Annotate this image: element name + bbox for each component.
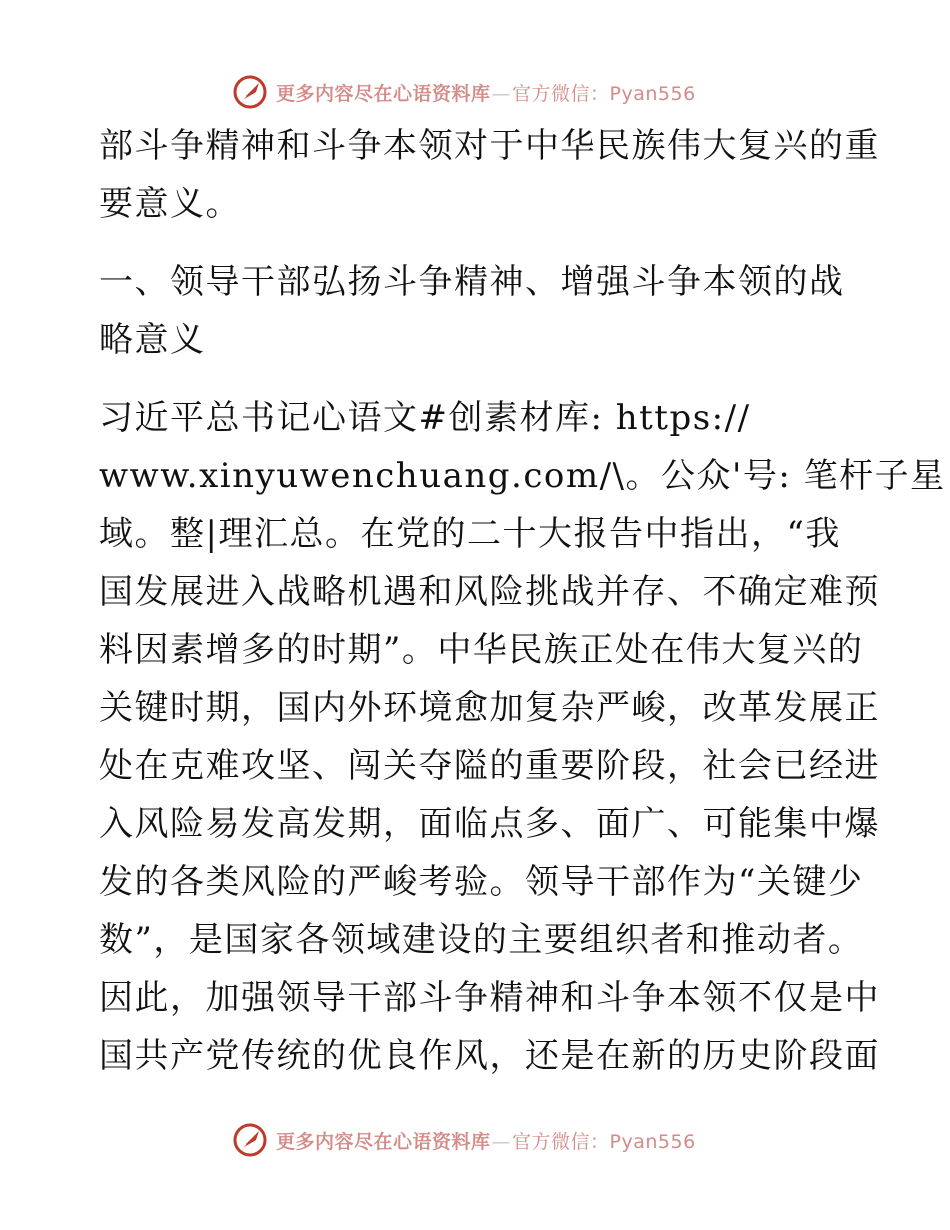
text-line: 数”，是国家各领域建设的主要组织者和推动者。 — [99, 920, 864, 960]
text-line: 国共产党传统的优良作风，还是在新的历史阶段面 — [99, 1036, 880, 1076]
text-line: 发的各类风险的严峻考验。领导干部作为“关键少 — [99, 862, 864, 902]
text-line: 要意义。 — [99, 184, 241, 224]
section-heading — [99, 253, 859, 369]
watermark-text — [276, 79, 696, 106]
text-line: 国发展进入战略机遇和风险挑战并存、不确定难预 — [99, 572, 880, 612]
watermark-wechat-label: 官方微信： — [512, 1130, 610, 1153]
quill-in-circle-icon — [232, 1122, 268, 1158]
text-line: 关键时期，国内外环境愈加复杂严峻，改革发展正 — [99, 688, 880, 728]
heading-line: 略意义 — [99, 320, 206, 360]
text-line: 因此，加强领导干部斗争精神和斗争本领不仅是中 — [99, 978, 880, 1018]
intro-paragraph — [99, 117, 880, 233]
text-line: www.xinyuwenchuang.com/\。公众'号: 笔杆子星 — [99, 456, 946, 496]
text-line: 入风险易发高发期，面临点多、面广、可能集中爆 — [99, 804, 880, 844]
heading-line: 一、领导干部弘扬斗争精神、增强斗争本领的战 — [99, 262, 845, 302]
watermark-site-text: 更多内容尽在心语资料库 — [276, 1130, 491, 1153]
header-watermark — [0, 72, 950, 112]
watermark-separator: — — [491, 1130, 512, 1153]
watermark-text — [276, 1127, 696, 1154]
text-line: 料因素增多的时期”。中华民族正处在伟大复兴的 — [99, 630, 864, 670]
watermark-wechat-id: Pyan556 — [609, 82, 696, 105]
quill-in-circle-icon — [232, 74, 268, 110]
watermark-wechat-label: 官方微信： — [512, 82, 610, 105]
body-paragraph — [99, 389, 946, 1085]
watermark-wechat-id: Pyan556 — [609, 1130, 696, 1153]
text-line: 习近平总书记心语文#创素材库: https:// — [99, 398, 751, 438]
footer-watermark — [0, 1120, 950, 1160]
watermark-separator: — — [491, 82, 512, 105]
document-body — [99, 117, 946, 1085]
watermark-site-text: 更多内容尽在心语资料库 — [276, 82, 491, 105]
text-line: 域。整|理汇总。在党的二十大报告中指出，“我 — [99, 514, 841, 554]
text-line: 部斗争精神和斗争本领对于中华民族伟大复兴的重 — [99, 126, 880, 166]
text-line: 处在克难攻坚、闯关夺隘的重要阶段，社会已经进 — [99, 746, 880, 786]
